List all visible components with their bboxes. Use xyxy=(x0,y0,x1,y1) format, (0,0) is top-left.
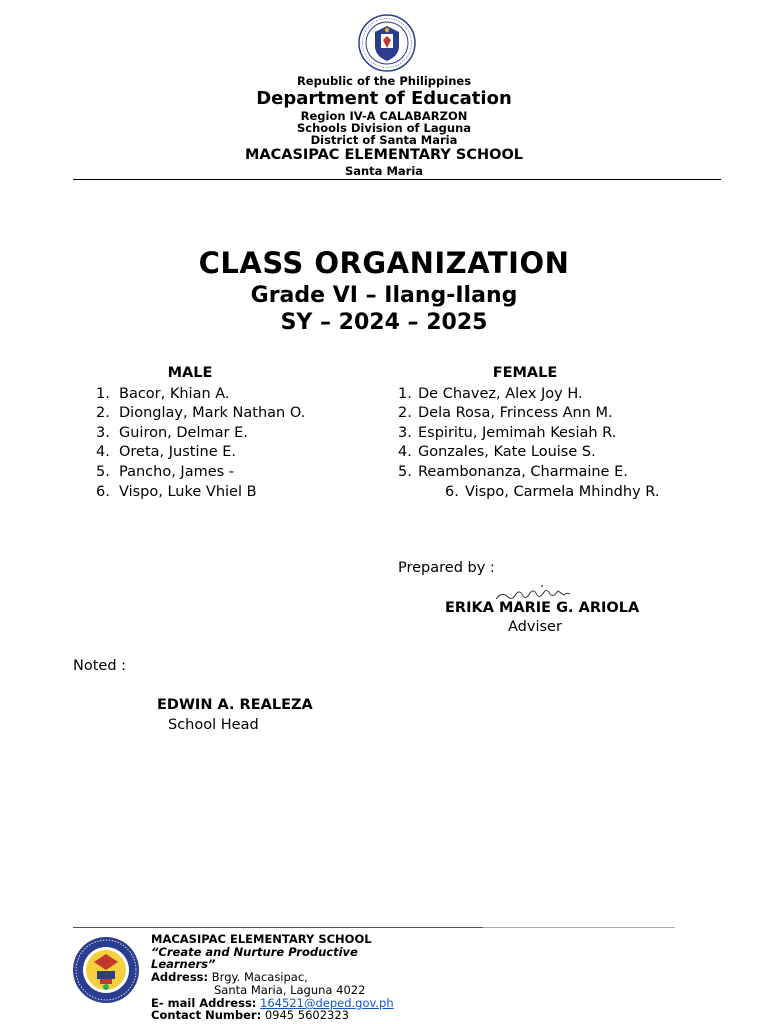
footer-school-name: MACASIPAC ELEMENTARY SCHOOL xyxy=(151,932,372,946)
list-item xyxy=(96,424,248,442)
contact-number: 0945 5602323 xyxy=(264,1008,349,1022)
student-name: Dionglay, Mark Nathan O. xyxy=(119,405,306,421)
item-number: 6. xyxy=(96,484,110,500)
student-name: Gonzales, Kate Louise S. xyxy=(418,444,596,460)
item-number: 4. xyxy=(96,444,110,460)
school-head-name: EDWIN A. REALEZA xyxy=(157,697,313,713)
document-title: CLASS ORGANIZATION xyxy=(198,246,570,280)
item-number: 2. xyxy=(398,405,412,421)
item-number: 1. xyxy=(96,386,110,402)
item-number: 5. xyxy=(96,464,110,480)
header-district: District of Santa Maria xyxy=(310,133,458,147)
list-item xyxy=(96,404,305,422)
school-year: SY – 2024 – 2025 xyxy=(280,310,488,335)
header-republic: Republic of the Philippines xyxy=(296,74,472,88)
list-item xyxy=(398,385,583,403)
student-name: Dela Rosa, Frincess Ann M. xyxy=(418,405,613,421)
footer-divider-light xyxy=(483,927,675,928)
list-item xyxy=(398,463,628,481)
address-line2: Santa Maria, Laguna 4022 xyxy=(214,983,366,997)
address-label: Address: xyxy=(151,970,209,984)
prepared-by-label: Prepared by : xyxy=(398,560,495,576)
item-number: 2. xyxy=(96,405,110,421)
item-number: 1. xyxy=(398,386,412,402)
deped-seal-icon xyxy=(353,14,421,72)
student-name: Vispo, Carmela Mhindhy R. xyxy=(465,484,660,500)
male-heading: MALE xyxy=(167,365,213,381)
item-number: 5. xyxy=(398,464,412,480)
header-division: Schools Division of Laguna xyxy=(296,121,472,135)
student-name: Guiron, Delmar E. xyxy=(119,425,248,441)
noted-label: Noted : xyxy=(73,658,127,674)
student-name: Reambonanza, Charmaine E. xyxy=(418,464,628,480)
footer-divider xyxy=(73,927,483,928)
student-name: Vispo, Luke Vhiel B xyxy=(119,484,257,500)
student-name: Pancho, James - xyxy=(119,464,235,480)
student-name: De Chavez, Alex Joy H. xyxy=(418,386,583,402)
email-label: E- mail Address: xyxy=(151,996,257,1010)
grade-section: Grade VI – Ilang-Ilang xyxy=(250,283,518,308)
address-line1: Brgy. Macasipac, xyxy=(211,970,308,984)
list-item xyxy=(96,443,236,461)
female-heading: FEMALE xyxy=(492,365,558,381)
school-logo-icon xyxy=(71,935,141,1005)
header-town: Santa Maria xyxy=(344,164,424,178)
list-item xyxy=(398,404,613,422)
footer-contact xyxy=(151,1009,349,1022)
student-name: Espiritu, Jemimah Kesiah R. xyxy=(418,425,617,441)
adviser-name: ERIKA MARIE G. ARIOLA xyxy=(445,600,640,616)
student-name: Oreta, Justine E. xyxy=(119,444,236,460)
list-item xyxy=(398,424,616,442)
item-number: 4. xyxy=(398,444,412,460)
footer-address xyxy=(151,971,308,984)
list-item xyxy=(445,483,659,501)
header-school-name: MACASIPAC ELEMENTARY SCHOOL xyxy=(244,147,524,163)
school-head-role: School Head xyxy=(168,717,259,733)
item-number: 6. xyxy=(445,484,459,500)
header-divider xyxy=(73,179,721,180)
list-item xyxy=(96,385,230,403)
header-region: Region IV-A CALABARZON xyxy=(300,109,468,123)
item-number: 3. xyxy=(96,425,110,441)
list-item xyxy=(96,483,257,501)
student-name: Bacor, Khian A. xyxy=(119,386,230,402)
footer-motto-line1: “Create and Nurture Productive xyxy=(151,945,358,959)
header-department: Department of Education xyxy=(256,88,512,109)
email-link[interactable]: 164521@deped.gov.ph xyxy=(260,996,394,1010)
contact-label: Contact Number: xyxy=(151,1008,262,1022)
adviser-role: Adviser xyxy=(508,619,562,635)
item-number: 3. xyxy=(398,425,412,441)
list-item xyxy=(398,443,596,461)
list-item xyxy=(96,463,234,481)
footer-motto-line2: Learners” xyxy=(151,957,216,971)
